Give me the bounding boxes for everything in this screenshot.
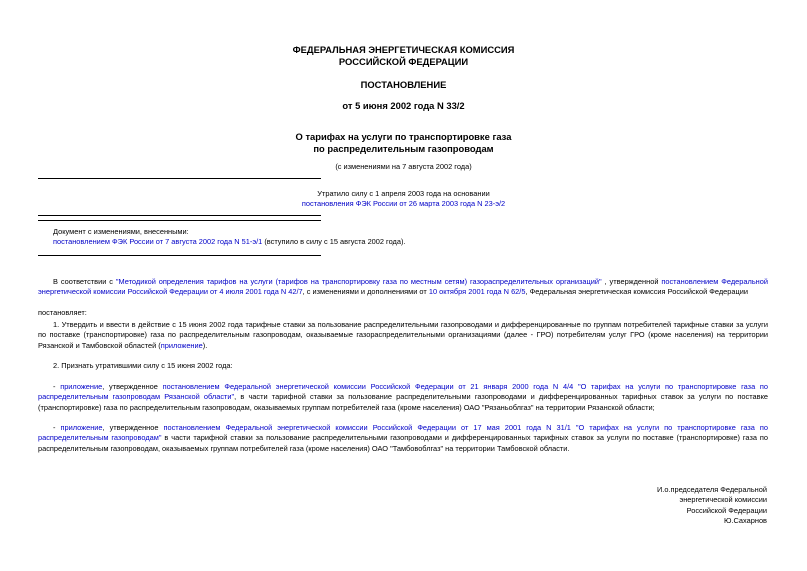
- divider-line: [38, 178, 321, 179]
- agency-line-1: ФЕДЕРАЛЬНАЯ ЭНЕРГЕТИЧЕСКАЯ КОМИССИЯ: [292, 44, 515, 55]
- appendix-link[interactable]: приложение: [60, 382, 103, 391]
- resolves-text: постановляет:: [38, 308, 87, 317]
- resolution-62-5-link[interactable]: 10 октября 2001 года N 62/5: [428, 287, 526, 297]
- divider-line: [38, 255, 321, 256]
- resolution-4-4-link[interactable]: постановлением Федеральной энергетической комиссии Российской Федерации от 21 января 2000 года N 4/4 "О тарифах на услуги по транспортировке газа по распределительным газопроводам Рязанской области": [38, 382, 769, 402]
- text-run: , Федеральная энергетическая комиссия Российской Федерации: [525, 287, 748, 297]
- doc-date: от 5 июня 2002 года N 33/2: [342, 100, 465, 111]
- appendix-link[interactable]: приложение: [60, 423, 103, 432]
- repeal-item-1: [38, 382, 768, 413]
- text-run: , утвержденной: [601, 277, 662, 286]
- text-run: , утвержденное: [102, 382, 163, 391]
- divider-line: [38, 215, 321, 216]
- divider-line: [38, 220, 321, 221]
- lost-force-link[interactable]: постановления ФЭК России от 26 марта 2003 года N 23-э/2: [301, 199, 506, 209]
- agency-line-2: РОССИЙСКОЙ ФЕДЕРАЦИИ: [338, 55, 469, 67]
- text-run: В соответствии с: [53, 277, 116, 286]
- text-run: , утвержденное: [102, 423, 164, 432]
- title-line-1: О тарифах на услуги по транспортировке газа: [295, 131, 512, 142]
- methodology-link[interactable]: "Методикой определения тарифов на услуги (тарифов на транспортировку газа по местным сетям) газораспределительных организаций": [115, 277, 602, 286]
- resolution-42-7-link[interactable]: постановлением Федеральной энергетической комиссии Российской Федерации от 4 июля 2001 года N 42/7: [38, 277, 768, 297]
- text-run: ).: [202, 340, 208, 350]
- text-run: , в части тарифной ставки за пользование распределительными газопроводами и дифференцированных тарифных ставок за услуги по поставке (транспортировке) газа по распределительным газопроводам, оказываемых группам потребителей газа (кроме населения) ОАО "Рязаньоблгаз" на территории Рязанской области;: [38, 392, 769, 412]
- text-run: 1. Утвердить и ввести в действие с 15 июня 2002 года тарифные ставки за пользование распределительными газопроводами и дифференцированные по группам потребителей тарифные ставки за услуги по поставке (транспортировке) газа по распределительным газопроводам, оказываемые газораспределительными организациями (далее - ГРО) потребителям услуг ГРО (кроме населения) на территории Рязанской и Тамбовской областей (: [38, 320, 768, 350]
- signature-line-1: И.о.председателя Федеральной: [656, 485, 767, 494]
- repeal-item-2: [38, 423, 768, 454]
- lost-force-note: [0, 189, 807, 210]
- changes-line: [53, 237, 773, 247]
- changes-link[interactable]: постановлением ФЭК России от 7 августа 2002 года N 51-э/1: [53, 237, 263, 247]
- appendix-link[interactable]: приложение: [160, 340, 203, 350]
- text-run: -: [53, 382, 61, 391]
- changes-intro: Документ с изменениями, внесенными:: [53, 227, 189, 236]
- signatory-name: Ю.Сахарнов: [723, 516, 767, 526]
- text-run: -: [53, 423, 61, 432]
- signature-block: [657, 485, 767, 527]
- title-line-2: по распределительным газопроводам: [313, 142, 494, 154]
- changes-block: [53, 227, 773, 248]
- agency-name: [0, 44, 807, 67]
- doc-title: [0, 131, 807, 154]
- doc-type: ПОСТАНОВЛЕНИЕ: [360, 79, 447, 90]
- signature-line-2: энергетической комиссии: [679, 495, 767, 505]
- item-2-paragraph: 2. Признать утратившими силу с 15 июня 2002 года:: [53, 361, 233, 370]
- signature-line-3: Российской Федерации: [686, 505, 767, 515]
- item-1-paragraph: [38, 320, 768, 351]
- lost-force-text: Утратило силу с 1 апреля 2003 года на основании: [317, 189, 490, 198]
- text-run: в части тарифной ставки за пользование распределительными газопроводами и дифференцированных тарифных ставок за услуги по поставке (транспортировке) газа по распределительным газопроводам, оказываемых группам потребителей газа (кроме населения) ОАО "Тамбовоблгаз" на территории Тамбовской области.: [38, 433, 768, 453]
- changes-tail: (вступило в силу с 15 августа 2002 года).: [262, 237, 406, 247]
- resolution-31-1-link[interactable]: постановлением Федеральной энергетической комиссии Российской Федерации от 17 мая 2001 года N 31/1 "О тарифах на услуги по транспортировке газа по распределительным газопроводам": [38, 423, 769, 443]
- amendment-note: (с изменениями на 7 августа 2002 года): [335, 162, 472, 171]
- preamble-paragraph: [38, 277, 768, 298]
- text-run: , с изменениями и дополнениями от: [302, 287, 429, 297]
